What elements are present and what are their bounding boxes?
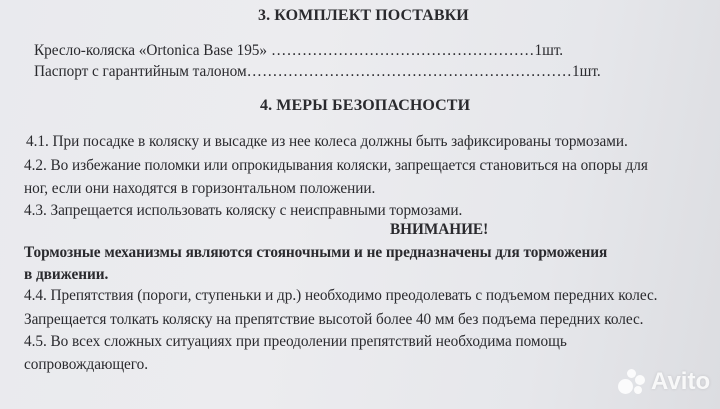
safety-line: Запрещается толкать коляску на препятствие высотой более 40 мм без подъема передних колес.: [24, 311, 644, 328]
supply-item-name: Паспорт с гарантийным талоном: [34, 63, 247, 80]
warning-text: в движении.: [24, 266, 109, 283]
safety-line: 4.2. Во избежание поломки или опрокидывания коляски, запрещается становиться на опоры для: [24, 157, 648, 174]
supply-item-qty: 1шт.: [572, 63, 601, 80]
supply-item-qty: 1шт.: [534, 42, 564, 59]
safety-line: ног, если они находятся в горизонтальном положении.: [24, 180, 376, 197]
leader-dots: ……………………………………………: [267, 42, 535, 59]
section-4-title: 4. МЕРЫ БЕЗОПАСНОСТИ: [260, 97, 471, 114]
supply-item: [34, 42, 563, 60]
supply-item-name: Кресло-коляска «Ortonica Base 195»: [34, 42, 268, 59]
safety-line: 4.1. При посадке в коляску и высадке из нее колеса должны быть зафиксированы тормозами.: [26, 133, 628, 150]
section-3-title: 3. КОМПЛЕКТ ПОСТАВКИ: [258, 7, 469, 24]
safety-line: 4.5. Во всех сложных ситуациях при преодолении препятствий необходима помощь: [24, 333, 567, 350]
leader-dots: ………………………………………………………: [246, 63, 573, 80]
safety-line: 4.4. Препятствия (пороги, ступеньки и др.) необходимо преодолевать с подъемом передних колес.: [24, 287, 658, 304]
warning-text: Тормозные механизмы являются стояночными и не предназначены для торможения: [24, 244, 608, 261]
supply-item: [34, 63, 601, 81]
avito-logo-icon: [618, 368, 648, 396]
warning-title: ВНИМАНИЕ!: [390, 221, 489, 238]
avito-watermark: [618, 368, 720, 396]
safety-line: сопровождающего.: [24, 356, 149, 373]
avito-watermark-text: Avito: [651, 368, 711, 395]
safety-line: 4.3. Запрещается использовать коляску с неисправными тормозами.: [24, 202, 463, 219]
